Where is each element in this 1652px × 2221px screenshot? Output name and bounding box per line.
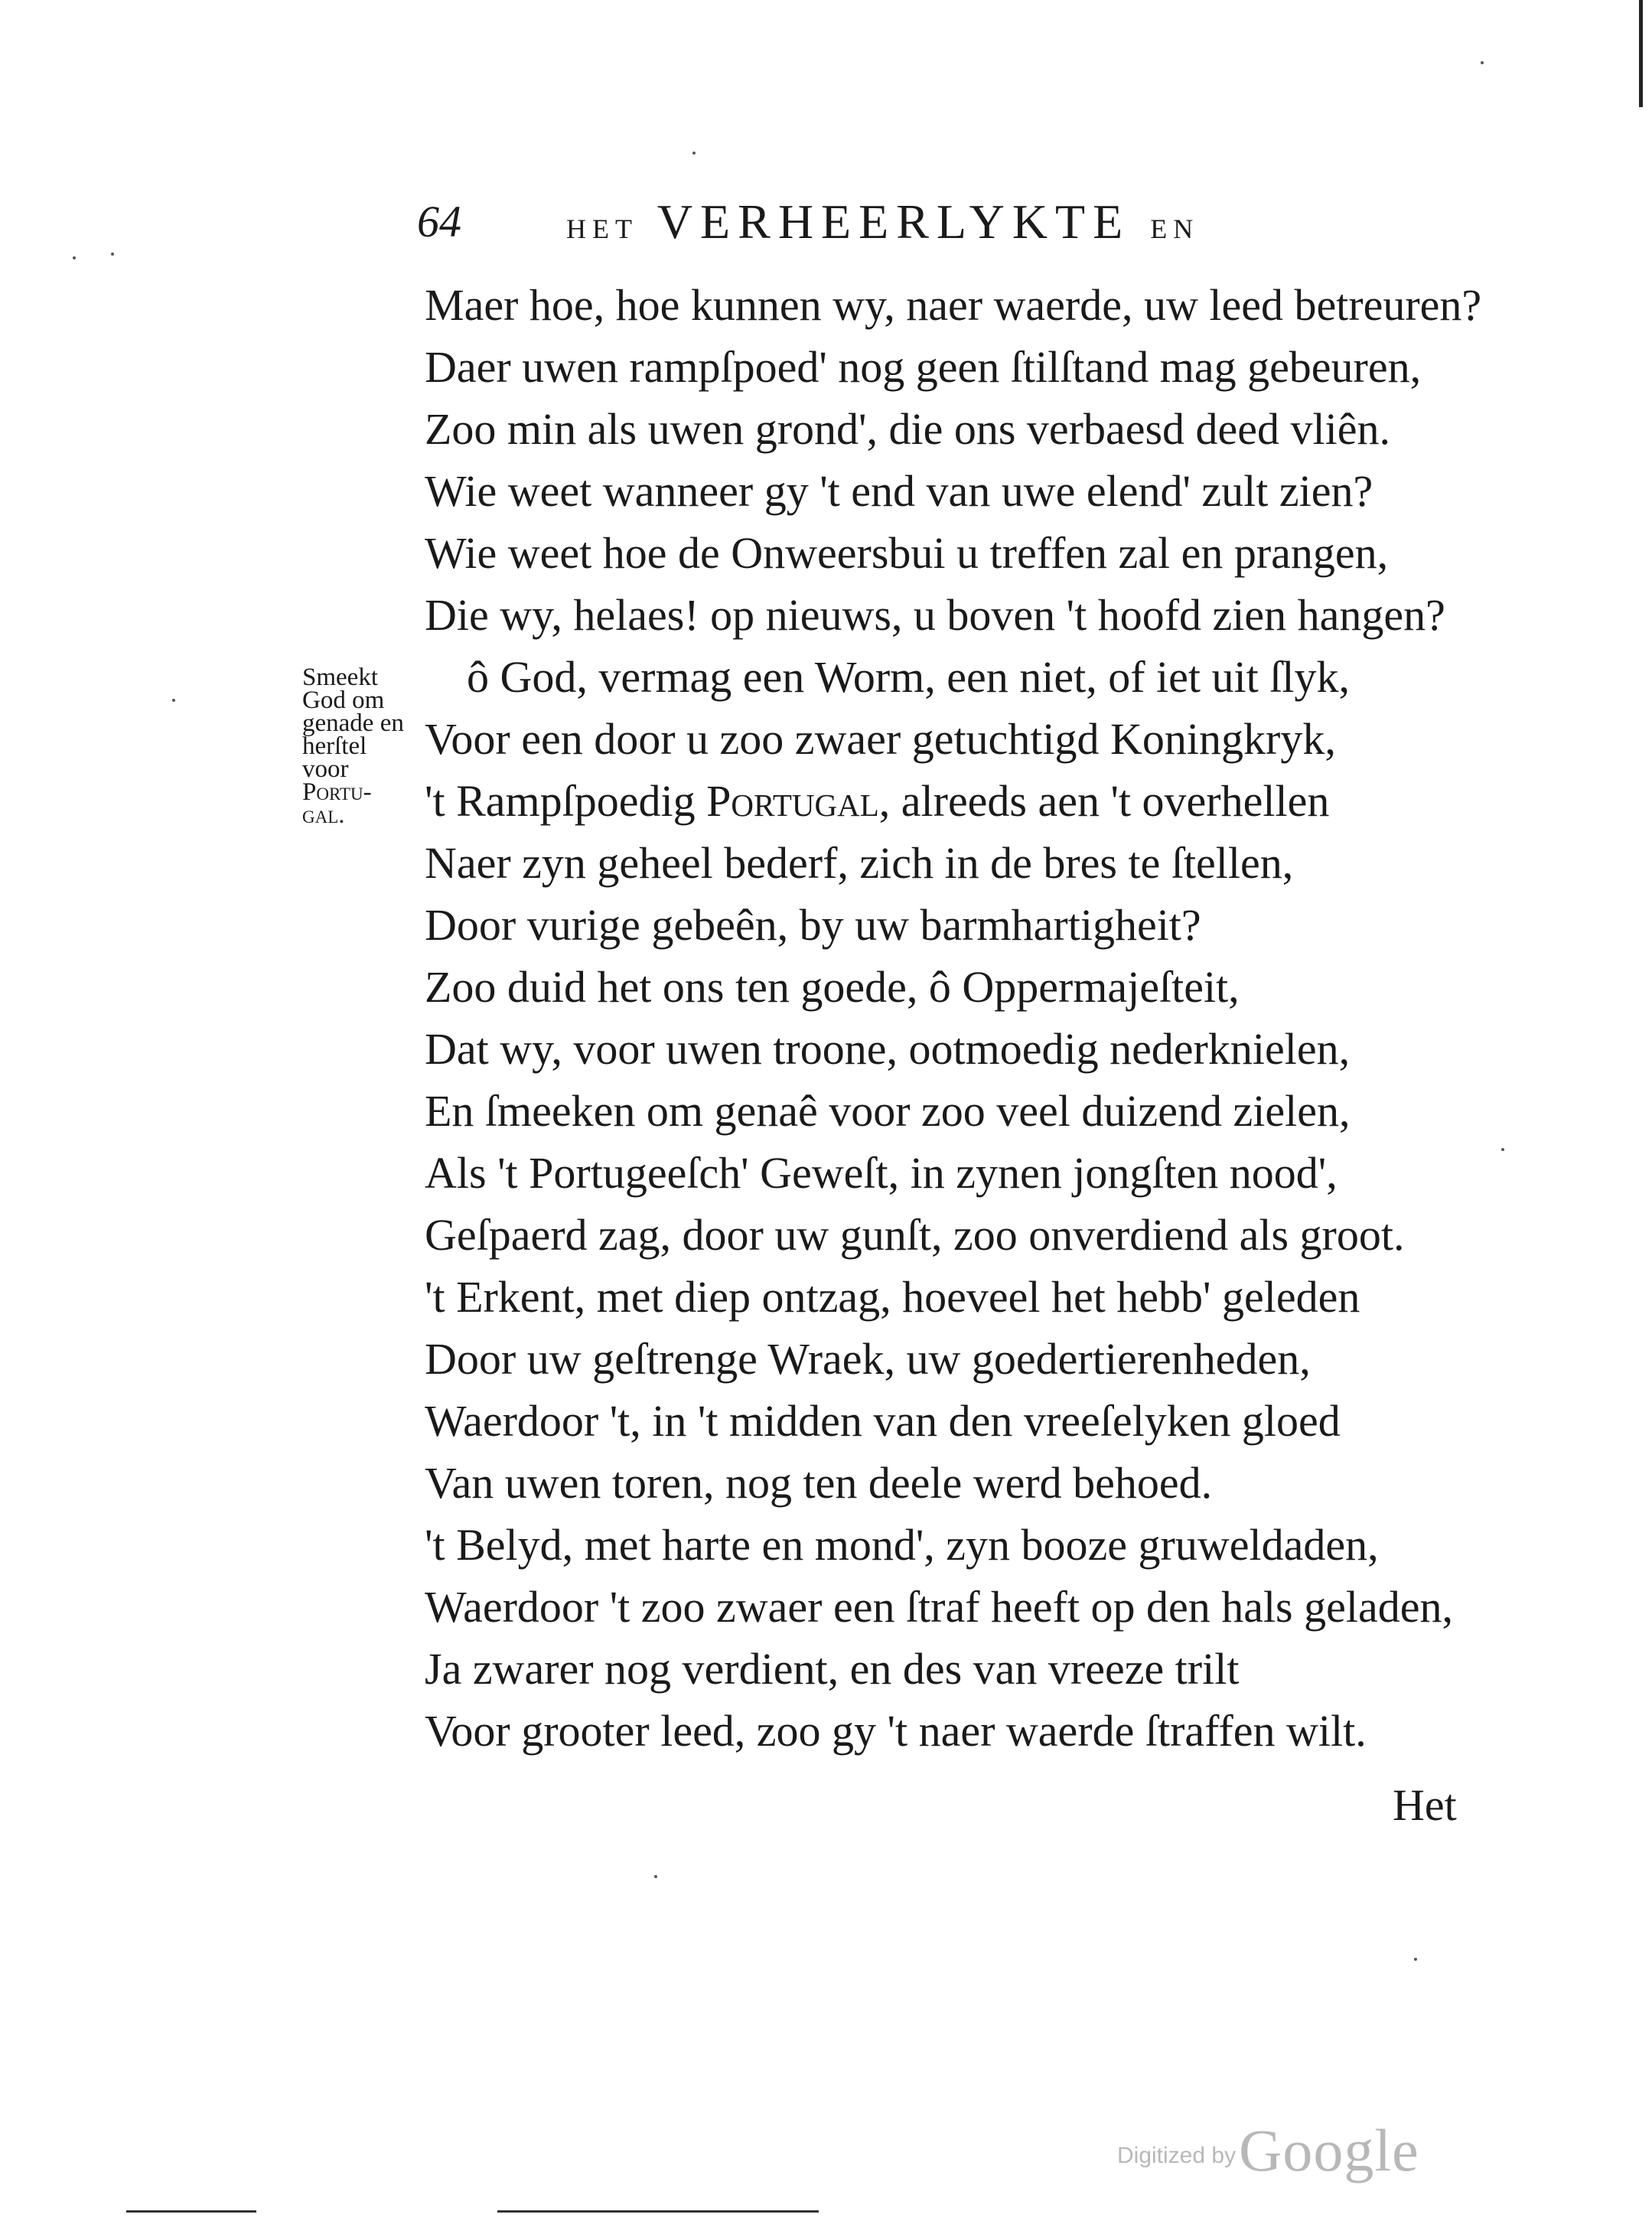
verse-line: Dat wy, voor uwen troone, ootmoedig nederknielen,: [425, 1024, 1351, 1074]
verse-line: Maer hoe, hoe kunnen wy, naer waerde, uw leed betreuren?: [425, 280, 1482, 330]
paper-speck: [654, 1875, 657, 1878]
paper-speck: [111, 253, 114, 256]
verse-line: Als 't Portugeeſch' Geweſt, in zynen jongſten nood',: [425, 1148, 1338, 1198]
verse-line: Naer zyn geheel bederf, zich in de bres te ſtellen,: [425, 838, 1294, 888]
marginal-note-line: God om: [302, 687, 385, 714]
marginal-note-line: herſtel: [302, 732, 367, 760]
marginal-note-line: voor: [302, 755, 349, 783]
paper-speck: [73, 256, 76, 259]
verse-line: 't Erkent, met diep ontzag, hoeveel het hebb' geleden: [425, 1272, 1360, 1322]
digitized-by-google-watermark: [1117, 2116, 1419, 2185]
verse-line-start: 't Rampſpoedig: [425, 776, 696, 826]
running-title-prefix: HET: [566, 214, 638, 244]
bottom-edge-rule: [126, 2210, 256, 2213]
verse-line: Zoo duid het ons ten goede, ô Oppermajeſteit,: [425, 962, 1240, 1012]
paper-speck: [692, 152, 696, 155]
bottom-edge-rule: [497, 2210, 819, 2213]
marginal-note-line: gal.: [302, 801, 345, 829]
verse-line: Zoo min als uwen grond', die ons verbaesd deed vliên.: [425, 404, 1390, 454]
portugal-small-caps: Portugal: [706, 776, 879, 826]
verse-line: Voor grooter leed, zoo gy 't naer waerde ſtraffen wilt.: [425, 1706, 1367, 1756]
running-title-main: VERHEERLYKTE: [657, 194, 1131, 249]
verse-line: Voor een door u zoo zwaer getuchtigd Koningkryk,: [425, 714, 1336, 764]
verse-line: Ja zwarer nog verdient, en des van vreeze trilt: [425, 1644, 1240, 1694]
paper-speck: [1481, 61, 1484, 64]
verse-line: Daer uwen rampſpoed' nog geen ſtilſtand mag gebeuren,: [425, 342, 1422, 392]
marginal-note: [302, 666, 421, 827]
verse-line: 't Belyd, met harte en mond', zyn booze gruweldaden,: [425, 1520, 1379, 1570]
running-title-suffix: EN: [1150, 214, 1200, 244]
verse-line-portugal: [425, 770, 1496, 832]
verse-line: En ſmeeken om genaê voor zoo veel duizend zielen,: [425, 1086, 1351, 1136]
verse-line: Waerdoor 't, in 't midden van den vreeſelyken gloed: [425, 1396, 1341, 1446]
verse-line: Die wy, helaes! op nieuws, u boven 't hoofd zien hangen?: [425, 590, 1445, 640]
digitized-by-label: Digitized by: [1117, 2143, 1237, 2168]
verse-line: Waerdoor 't zoo zwaer een ſtraf heeft op den hals geladen,: [425, 1582, 1453, 1632]
marginal-note-line: Smeekt: [302, 664, 378, 691]
verse-line: Wie weet wanneer gy 't end van uwe elend' zult zien?: [425, 466, 1373, 516]
verse-line: Geſpaerd zag, door uw gunſt, zoo onverdiend als groot.: [425, 1210, 1405, 1260]
page-edge-shadow: [1639, 0, 1643, 107]
verse-line-end: , alreeds aen 't overhellen: [878, 776, 1330, 826]
verse-body: [425, 274, 1496, 1762]
page-header: [417, 191, 1320, 253]
marginal-note-line: genade en: [302, 709, 404, 737]
paper-speck: [1501, 1148, 1504, 1151]
page-number: 64: [417, 197, 461, 246]
marginal-note-line: Portu-: [302, 778, 372, 806]
paper-speck: [172, 699, 175, 702]
verse-line: Door vurige gebeên, by uw barmhartigheit?: [425, 900, 1201, 950]
verse-line: Wie weet hoe de Onweersbui u treffen zal en prangen,: [425, 528, 1389, 578]
verse-line: Door uw geſtrenge Wraek, uw goedertierenheden,: [425, 1334, 1311, 1384]
google-logo: Google: [1239, 2117, 1419, 2183]
catchword: Het: [1393, 1780, 1457, 1830]
running-title: [566, 191, 1199, 259]
verse-line: Van uwen toren, nog ten deele werd behoed.: [425, 1458, 1213, 1508]
verse-line: ô God, vermag een Worm, een niet, of iet uit ſlyk,: [467, 652, 1350, 702]
paper-speck: [1414, 1958, 1417, 1961]
